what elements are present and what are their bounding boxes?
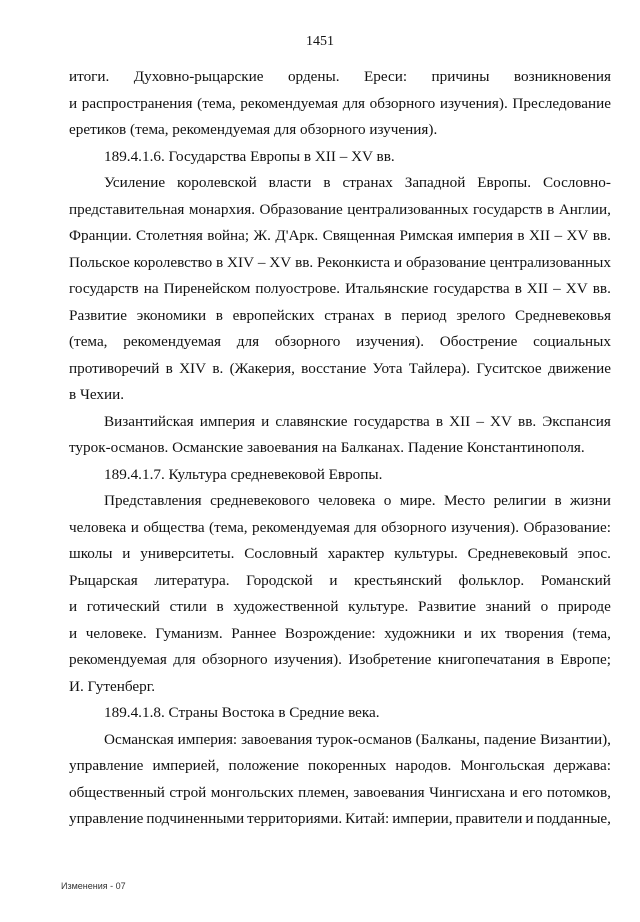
text-line: еретиков (тема, рекомендуемая для обзорного изучения).	[69, 121, 438, 138]
word: (тема,	[209, 518, 248, 536]
text-line	[69, 409, 611, 436]
word: Гуманизм.	[155, 624, 223, 642]
word: и	[525, 810, 534, 827]
word: и	[329, 571, 338, 589]
text-line	[69, 488, 611, 515]
word: Средневековый	[467, 545, 568, 562]
word: религии	[493, 492, 547, 509]
text-line	[69, 727, 611, 754]
word: и	[69, 598, 78, 615]
word: управление	[69, 757, 144, 774]
word: и	[394, 253, 403, 271]
footer-note: Изменения - 07	[61, 881, 126, 891]
word: человека	[318, 492, 376, 509]
word: вв.	[295, 253, 314, 271]
word: общественный	[69, 783, 165, 801]
word: империя	[199, 412, 256, 430]
word: управление	[69, 810, 144, 827]
word: и	[69, 94, 78, 112]
word: Возрождение:	[284, 624, 376, 642]
word: территориями.	[247, 810, 343, 827]
word: завоевания	[353, 783, 425, 801]
word: период	[401, 306, 447, 324]
text-line	[69, 647, 611, 674]
word: распространения	[81, 94, 193, 112]
word: жизни	[570, 492, 611, 509]
text-line	[69, 91, 611, 118]
word: XIV	[227, 253, 255, 271]
word: Польское	[69, 253, 130, 271]
text-line: 189.4.1.6. Государства Европы в XII – XV вв.	[104, 147, 395, 165]
word: о	[383, 492, 392, 509]
word: (тема,	[572, 624, 611, 642]
word: европейских	[232, 306, 315, 324]
word: Византийская	[104, 412, 194, 430]
word: (Балканы,	[415, 730, 480, 748]
word: централизованных	[347, 200, 469, 218]
word: XV	[565, 280, 588, 297]
word: XII	[528, 227, 551, 244]
word: Пиренейском	[163, 280, 251, 297]
word: покоренных	[307, 757, 387, 774]
word: Сословно-	[542, 174, 611, 191]
text-line	[69, 753, 611, 780]
word: королевской	[177, 174, 257, 191]
word: Место	[443, 492, 486, 509]
word: Сословный	[244, 545, 318, 562]
word: странах	[324, 306, 375, 324]
word: Чингисхана	[429, 783, 506, 801]
word: государств	[472, 200, 543, 218]
word: племен,	[298, 783, 349, 801]
word: восстание	[301, 359, 367, 377]
word: в.	[212, 359, 224, 377]
word: Реконкиста	[317, 253, 391, 271]
word: социальных	[533, 333, 611, 350]
body-text	[69, 64, 611, 833]
word: обзорного	[369, 94, 436, 112]
word: и	[509, 783, 518, 801]
word: Гуситское	[476, 359, 542, 377]
word: в	[165, 359, 173, 377]
word: Монгольская	[460, 757, 545, 774]
word: –	[476, 412, 484, 430]
word: изучения).	[439, 94, 508, 112]
word: централизованных	[489, 253, 611, 271]
word: Д'Арк.	[275, 227, 319, 244]
word: рекомендуемая	[252, 518, 350, 536]
page-number: 1451	[306, 34, 334, 49]
word: в	[554, 492, 562, 509]
word: средневекового	[210, 492, 310, 509]
word: власти	[268, 174, 312, 191]
word: империи,	[392, 810, 453, 827]
text-line: 189.4.1.7. Культура средневековой Европы.	[104, 465, 383, 483]
word: война;	[207, 227, 250, 244]
word: в	[323, 174, 331, 191]
word: империя:	[177, 730, 238, 748]
word: изучения).	[451, 518, 520, 536]
word: природе	[557, 598, 611, 615]
word: книгопечатания	[437, 651, 541, 668]
word: готический	[86, 598, 160, 615]
word: вв.	[592, 227, 611, 244]
text-line	[69, 250, 611, 277]
text-line	[69, 621, 611, 648]
word: странах	[342, 174, 393, 191]
word: Изобретение	[348, 651, 432, 668]
word: правители	[455, 810, 523, 827]
word: и	[122, 545, 131, 562]
word: для	[354, 518, 377, 536]
word: их	[480, 624, 497, 642]
word: обзорного	[274, 333, 341, 350]
text-line	[69, 780, 611, 807]
word: стили	[169, 598, 207, 615]
word: Городской	[246, 571, 313, 589]
word: империя	[457, 227, 514, 244]
word: народов.	[395, 757, 452, 774]
word: государств	[69, 280, 139, 297]
word: XV	[490, 412, 512, 430]
word: Духовно-рыцарские	[133, 68, 264, 85]
word: Ереси:	[363, 68, 408, 85]
word: Европы.	[477, 174, 532, 191]
word: славянские	[275, 412, 348, 430]
word: рекомендуемая	[69, 651, 167, 668]
word: в	[435, 412, 444, 430]
word: XV	[269, 253, 292, 271]
word: крестьянский	[354, 571, 442, 589]
word: экономики	[136, 306, 207, 324]
word: в	[514, 280, 522, 297]
word: Развитие	[69, 306, 127, 324]
word: изучения).	[356, 333, 425, 350]
word: завоевания	[241, 730, 313, 748]
word: его	[522, 783, 543, 801]
word: монгольских	[210, 783, 294, 801]
word: школы	[69, 545, 113, 562]
word: держава:	[553, 757, 611, 774]
text-line	[69, 568, 611, 595]
word: обзорного	[202, 651, 268, 668]
word: и	[463, 624, 472, 642]
word: в	[215, 306, 223, 324]
text-line: в Чехии.	[69, 386, 125, 403]
word: (Жакерия,	[229, 359, 295, 377]
word: возникновения	[513, 68, 611, 85]
word: –	[257, 253, 266, 271]
word: в	[547, 200, 555, 218]
word: Уота	[372, 359, 403, 377]
word: Китай:	[345, 810, 390, 827]
word: Англии,	[558, 200, 611, 218]
word: движение	[547, 359, 611, 377]
word: монархия.	[188, 200, 255, 218]
word: империей,	[152, 757, 220, 774]
word: Тайлера).	[408, 359, 471, 377]
word: обзорного	[381, 518, 447, 536]
word: в	[517, 227, 525, 244]
word: Ж.	[253, 227, 271, 244]
word: XIV	[179, 359, 207, 377]
word: Османская	[104, 730, 174, 748]
word: зрелого	[456, 306, 506, 324]
word: полуострове.	[255, 280, 341, 297]
word: мире.	[399, 492, 436, 509]
word: вв.	[592, 280, 611, 297]
word: Образование	[259, 200, 343, 218]
word: Преследование	[512, 94, 611, 112]
word: рекомендуемая	[123, 333, 222, 350]
word: изучения).	[274, 651, 342, 668]
word: Обострение	[439, 333, 518, 350]
word: противоречий	[69, 359, 160, 377]
word: университеты.	[140, 545, 235, 562]
word: рекомендуемая	[240, 94, 339, 112]
text-line	[69, 515, 611, 542]
word: Итальянские	[345, 280, 429, 297]
word: Западной	[404, 174, 466, 191]
text-line	[69, 276, 611, 303]
word: для	[236, 333, 260, 350]
word: человеке.	[85, 624, 147, 642]
text-line	[69, 303, 611, 330]
word: знаний	[485, 598, 531, 615]
word: художники	[384, 624, 456, 642]
word: эпос.	[577, 545, 611, 562]
word: человека	[69, 518, 127, 536]
text-line	[69, 594, 611, 621]
word: королевство	[133, 253, 213, 271]
text-line	[69, 223, 611, 250]
word: литература.	[154, 571, 230, 589]
word: государства	[353, 412, 430, 430]
word: XV	[566, 227, 589, 244]
word: творения	[504, 624, 564, 642]
word: Представления	[104, 492, 202, 509]
word: культуры.	[394, 545, 458, 562]
word: образование	[405, 253, 486, 271]
word: Экспансия	[542, 412, 611, 430]
word: Римская	[399, 227, 454, 244]
word: итоги.	[69, 68, 110, 85]
word: для	[342, 94, 366, 112]
word: Рыцарская	[69, 571, 138, 589]
word: подданные,	[536, 810, 611, 827]
word: Франции.	[69, 227, 132, 244]
word: о	[540, 598, 549, 615]
word: потомков,	[546, 783, 611, 801]
word: (тема,	[69, 333, 108, 350]
word: Византии),	[540, 730, 611, 748]
text-line	[69, 170, 611, 197]
word: турок-османов	[316, 730, 412, 748]
text-line	[69, 197, 611, 224]
text-line: турок-османов. Османские завоевания на Балканах. Падение Константинополя.	[69, 439, 585, 456]
word: –	[553, 280, 561, 297]
word: положение	[228, 757, 299, 774]
word: характер	[327, 545, 385, 562]
word: общества	[143, 518, 205, 536]
word: Образование:	[523, 518, 611, 536]
word: и	[130, 518, 139, 536]
word: вв.	[518, 412, 537, 430]
word: Романский	[540, 571, 611, 589]
word: и	[69, 624, 78, 642]
word: на	[143, 280, 159, 297]
text-line	[69, 329, 611, 356]
word: в	[216, 598, 224, 615]
word: культуре.	[348, 598, 409, 615]
word: подчиненными	[146, 810, 245, 827]
word: Развитие	[418, 598, 476, 615]
text-line	[69, 806, 611, 833]
text-line	[69, 356, 611, 383]
word: Раннее	[231, 624, 277, 642]
word: –	[554, 227, 563, 244]
word: падение	[483, 730, 537, 748]
word: Средневековья	[515, 306, 611, 324]
word: в	[216, 253, 224, 271]
text-line	[69, 64, 611, 91]
word: для	[173, 651, 196, 668]
text-line: И. Гутенберг.	[69, 677, 156, 695]
word: строй	[169, 783, 207, 801]
word: Священная	[322, 227, 396, 244]
word: государства	[433, 280, 510, 297]
word: фольклор.	[458, 571, 525, 589]
word: ордены.	[287, 68, 340, 85]
word: в	[384, 306, 392, 324]
word: Усиление	[104, 174, 166, 191]
word: художественной	[233, 598, 339, 615]
word: в	[546, 651, 554, 668]
word: XII	[526, 280, 549, 297]
text-line: 189.4.1.8. Страны Востока в Средние века.	[104, 704, 380, 721]
word: представительная	[69, 200, 185, 218]
text-line	[69, 541, 611, 568]
word: и	[261, 412, 270, 430]
word: (тема,	[197, 94, 236, 112]
word: причины	[431, 68, 490, 85]
word: Столетняя	[136, 227, 203, 244]
word: XII	[449, 412, 471, 430]
word: Европе;	[560, 651, 611, 668]
